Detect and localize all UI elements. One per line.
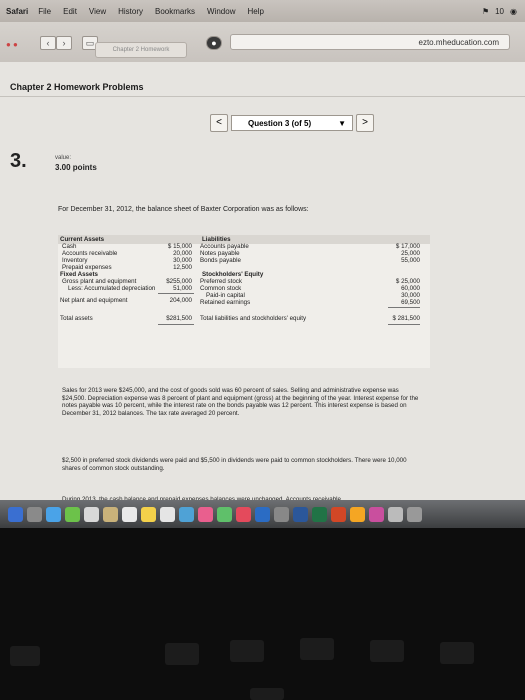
wifi-icon[interactable]: ◉ bbox=[510, 6, 517, 16]
np-label: Notes payable bbox=[200, 250, 240, 257]
points-value: 3.00 points bbox=[55, 163, 97, 172]
ap-label: Accounts payable bbox=[200, 243, 249, 250]
back-button[interactable]: ‹ bbox=[40, 36, 56, 50]
finder-icon[interactable] bbox=[8, 507, 23, 522]
address-bar[interactable]: ezto.mheducation.com bbox=[230, 34, 510, 50]
menu-window[interactable]: Window bbox=[207, 6, 236, 16]
divider bbox=[0, 96, 525, 97]
bp-label: Bonds payable bbox=[200, 257, 241, 264]
page-content bbox=[0, 62, 525, 502]
key bbox=[230, 640, 264, 662]
safari-icon[interactable] bbox=[46, 507, 61, 522]
privacy-icon[interactable]: ● bbox=[206, 36, 222, 50]
question-select[interactable] bbox=[231, 115, 353, 131]
total-assets-value: $281,500 bbox=[166, 315, 192, 322]
status-count: 10 bbox=[495, 6, 505, 16]
paid-in-label: Paid-in capital bbox=[206, 292, 245, 299]
prepaid-value: 12,500 bbox=[173, 264, 192, 271]
key bbox=[165, 643, 199, 665]
question-select-label: Question 3 (of 5) bbox=[248, 119, 312, 128]
value-label: value: bbox=[55, 155, 72, 161]
cash-value: $ 15,000 bbox=[167, 243, 192, 250]
status-area bbox=[482, 7, 517, 16]
ar-label: Accounts receivable bbox=[62, 250, 118, 257]
total-le-value: $ 281,500 bbox=[392, 315, 420, 322]
equity-header: Stockholders' Equity bbox=[202, 271, 264, 278]
key bbox=[300, 638, 334, 660]
ar-value: 20,000 bbox=[173, 250, 192, 257]
key bbox=[370, 640, 404, 662]
menu-history[interactable]: History bbox=[118, 6, 144, 16]
forward-button[interactable]: › bbox=[56, 36, 72, 50]
menu-file[interactable]: File bbox=[38, 6, 52, 16]
contacts-icon[interactable] bbox=[103, 507, 118, 522]
app-menu[interactable]: Safari bbox=[6, 6, 29, 16]
browser-tab[interactable]: Chapter 2 Homework bbox=[95, 42, 187, 58]
net-plant-value: 204,000 bbox=[169, 297, 192, 304]
menu-bar bbox=[0, 0, 525, 22]
np-value: 25,000 bbox=[401, 250, 420, 257]
liabilities-header: Liabilities bbox=[202, 236, 231, 243]
cash-label: Cash bbox=[62, 243, 77, 250]
photos-icon[interactable] bbox=[198, 507, 213, 522]
paid-in-value: 30,000 bbox=[401, 292, 420, 299]
menu-bookmarks[interactable]: Bookmarks bbox=[155, 6, 196, 16]
common-value: 60,000 bbox=[401, 285, 420, 292]
intro-text: For December 31, 2012, the balance sheet of Baxter Corporation was as follows: bbox=[58, 206, 309, 213]
accum-dep-label: Less: Accumulated depreciation bbox=[68, 285, 156, 292]
notification-icon[interactable]: ⚑ bbox=[481, 6, 490, 16]
key bbox=[440, 642, 474, 664]
messages-icon[interactable] bbox=[65, 507, 80, 522]
rule bbox=[388, 324, 420, 325]
app-store-icon[interactable] bbox=[255, 507, 270, 522]
key bbox=[10, 646, 40, 666]
word-icon[interactable] bbox=[293, 507, 308, 522]
chevron-down-icon: ▼ bbox=[338, 119, 346, 128]
dividends-paragraph: $2,500 in preferred stock dividends were paid and $5,500 in dividends were paid to common stockholders. There were 10,000 shares of common stock outstanding. bbox=[62, 457, 407, 472]
prepaid-label: Prepaid expenses bbox=[62, 264, 112, 271]
next-question-button[interactable]: > bbox=[356, 114, 374, 132]
reminders-icon[interactable] bbox=[160, 507, 175, 522]
dock bbox=[0, 500, 525, 528]
trash-icon[interactable] bbox=[407, 507, 422, 522]
window-controls-icon[interactable]: ● ● bbox=[6, 40, 18, 49]
fixed-assets-header: Fixed Assets bbox=[60, 271, 98, 278]
keyboard bbox=[0, 528, 525, 700]
downloads-icon[interactable] bbox=[388, 507, 403, 522]
ap-value: $ 17,000 bbox=[395, 243, 420, 250]
current-assets-header: Current Assets bbox=[60, 236, 105, 243]
excel-icon[interactable] bbox=[312, 507, 327, 522]
bp-value: 55,000 bbox=[401, 257, 420, 264]
sidebar-icon[interactable]: ▭ bbox=[82, 36, 98, 50]
rule bbox=[158, 324, 194, 325]
settings-icon[interactable] bbox=[274, 507, 289, 522]
facetime-icon[interactable] bbox=[217, 507, 232, 522]
app-icon[interactable] bbox=[369, 507, 384, 522]
preferred-value: $ 25,000 bbox=[395, 278, 420, 285]
calendar-icon[interactable] bbox=[122, 507, 137, 522]
total-le-label: Total liabilities and stockholders' equity bbox=[200, 315, 307, 322]
notes-icon[interactable] bbox=[141, 507, 156, 522]
retained-value: 69,500 bbox=[401, 299, 420, 306]
question-number: 3. bbox=[10, 150, 27, 172]
retained-label: Retained earnings bbox=[200, 299, 251, 306]
prev-question-button[interactable]: < bbox=[210, 114, 228, 132]
inventory-label: Inventory bbox=[62, 257, 88, 264]
key bbox=[250, 688, 284, 700]
powerpoint-icon[interactable] bbox=[331, 507, 346, 522]
inventory-value: 30,000 bbox=[173, 257, 192, 264]
browser-toolbar bbox=[0, 22, 525, 63]
preferred-label: Preferred stock bbox=[200, 278, 242, 285]
gross-plant-label: Gross plant and equipment bbox=[62, 278, 137, 285]
mail-icon[interactable] bbox=[84, 507, 99, 522]
net-plant-label: Net plant and equipment bbox=[60, 297, 128, 304]
total-assets-label: Total assets bbox=[60, 315, 93, 322]
question-navigator bbox=[210, 114, 374, 132]
menu-edit[interactable]: Edit bbox=[63, 6, 77, 16]
balance-sheet-table bbox=[58, 235, 430, 368]
gross-plant-value: $255,000 bbox=[166, 278, 192, 285]
menu-help[interactable]: Help bbox=[247, 6, 264, 16]
rule bbox=[158, 293, 194, 294]
sales-paragraph: Sales for 2013 were $245,000, and the cost of goods sold was 60 percent of sales. Selling and administrative expense was $24,500. Depreciation expense was 8 percent of plant and equipment (gross) at the beginning of the year. Interest expense for the notes payable was 10 percent, while the interest rate on the bonds payable was 12 percent. This interest expense is based on December 31, 2012 balances. The tax rate averaged 20 percent. bbox=[62, 387, 419, 417]
launchpad-icon[interactable] bbox=[27, 507, 42, 522]
itunes-icon[interactable] bbox=[236, 507, 251, 522]
app-icon[interactable] bbox=[350, 507, 365, 522]
rule bbox=[388, 307, 420, 308]
menu-view[interactable]: View bbox=[88, 6, 107, 16]
page-title: Chapter 2 Homework Problems bbox=[10, 82, 144, 92]
maps-icon[interactable] bbox=[179, 507, 194, 522]
accum-dep-value: 51,000 bbox=[173, 285, 192, 292]
common-label: Common stock bbox=[200, 285, 242, 292]
